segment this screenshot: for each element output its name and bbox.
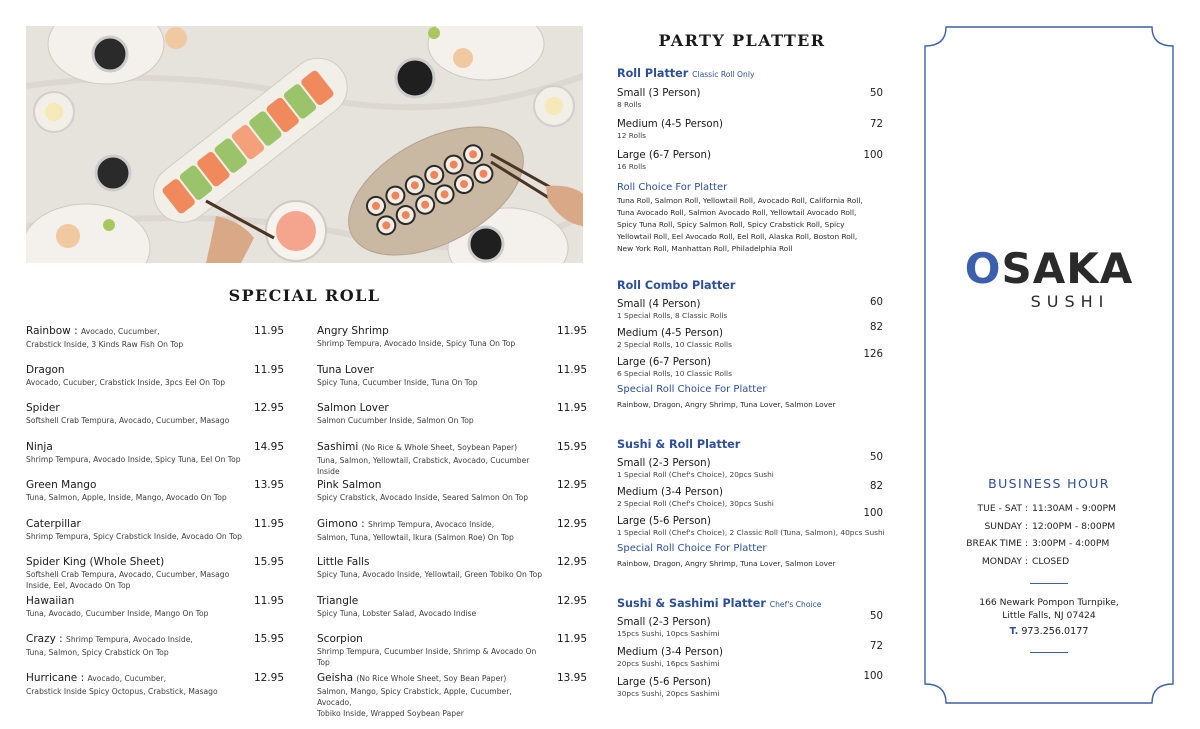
platter-option[interactable] xyxy=(617,118,887,141)
platter-note: 20pcs Sushi, 16pcs Sashimi xyxy=(617,659,720,668)
logo-letter-o: O xyxy=(964,244,1002,293)
platter-price: 82 xyxy=(870,481,883,492)
item-description: Salmon, Tuna, Yellowtail, Ikura (Salmon Roe) On Top xyxy=(317,532,514,542)
sushi-sashimi-section xyxy=(617,596,887,699)
menu-item[interactable] xyxy=(26,363,284,402)
hours-row xyxy=(924,500,1174,518)
item-description: Softshell Crab Tempura, Avocado, Cucumber, Masago xyxy=(26,416,230,425)
platter-size: Medium (4-5 Person) xyxy=(617,328,724,339)
sushi-photo xyxy=(26,26,583,263)
platter-option[interactable] xyxy=(617,149,887,172)
item-name: Green Mango xyxy=(26,479,97,491)
menu-item[interactable] xyxy=(317,671,587,718)
item-price: 11.95 xyxy=(556,363,587,376)
item-name: Rainbow : xyxy=(26,325,78,337)
roll-combo-section xyxy=(617,278,887,411)
item-description: Avocado, Cucuber, Crabstick Inside, 3pcs Eel On Top xyxy=(26,377,226,387)
roll-choice-line: Tuna Avocado Roll, Salmon Avocado Roll, Yellowtail Avocado Roll, xyxy=(617,208,857,217)
logo-text: SAKA xyxy=(1001,244,1134,293)
platter-price: 100 xyxy=(863,671,883,682)
platter-size: Medium (4-5 Person) xyxy=(617,119,724,130)
item-name: Ninja xyxy=(26,440,53,453)
phone-number: 973.256.0177 xyxy=(1021,626,1089,637)
roll-choice-list xyxy=(617,195,887,255)
item-description: Spicy Tuna, Avocado Inside, Yellowtail, Green Tobiko On Top xyxy=(317,570,543,579)
special-roll-title: SPECIAL ROLL xyxy=(228,286,381,305)
roll-platter-heading: Roll Platter xyxy=(617,67,689,80)
platter-size: Large (5-6 Person) xyxy=(617,677,711,688)
platter-option[interactable] xyxy=(617,508,887,538)
item-description: Crabstick Inside Spicy Octopus, Crabstick, Masago xyxy=(26,686,218,696)
address-line: Little Falls, NJ 07424 xyxy=(1002,610,1096,621)
platter-option[interactable] xyxy=(617,481,887,509)
business-hour-title: BUSINESS HOUR xyxy=(988,476,1110,491)
item-price: 15.95 xyxy=(253,633,284,645)
item-description: Salmon, Mango, Spicy Crabstick, Apple, Cucumber, Avocado, xyxy=(317,686,512,707)
item-name: Triangle xyxy=(317,594,359,607)
platter-price: 72 xyxy=(870,119,883,130)
party-platter-title: PARTY PLATTER xyxy=(658,31,826,50)
menu-item[interactable] xyxy=(317,401,587,440)
item-price: 12.95 xyxy=(556,479,587,491)
platter-option[interactable] xyxy=(617,322,887,350)
platter-note: 1 Special Roll (Chef's Choice), 2 Classic Roll (Tuna, Salmon), 40pcs Sushi xyxy=(617,528,885,537)
platter-option[interactable] xyxy=(617,349,887,379)
roll-choice-line: Yellowtail Roll, Eel Avocado Roll, Eel Roll, Alaska Roll, Boston Roll, xyxy=(617,232,858,241)
item-price: 13.95 xyxy=(253,479,284,491)
menu-item[interactable] xyxy=(317,324,587,363)
platter-option[interactable] xyxy=(617,452,887,480)
menu-item[interactable] xyxy=(317,555,587,594)
roll-choice-line: New York Roll, Manhattan Roll, Philadelphia Roll xyxy=(617,244,793,253)
roll-choice-line: Tuna Roll, Salmon Roll, Yellowtail Roll, Avocado Roll, California Roll, xyxy=(617,196,863,205)
hours-row xyxy=(924,535,1174,553)
special-roll-choice-list: Rainbow, Dragon, Angry Shrimp, Tuna Lover, Salmon Lover xyxy=(617,400,836,409)
item-price: 12.95 xyxy=(556,517,587,530)
item-name: Tuna Lover xyxy=(317,363,374,376)
sushi-sashimi-tag: Chef's Choice xyxy=(769,600,822,609)
hours-row xyxy=(924,518,1174,536)
item-description: Spicy Crabstick, Avocado Inside, Seared Salmon On Top xyxy=(317,493,529,502)
platter-size: Large (6-7 Person) xyxy=(617,357,711,368)
platter-size: Small (2-3 Person) xyxy=(617,458,711,469)
menu-item[interactable] xyxy=(317,594,587,633)
hours-day: BREAK TIME : xyxy=(966,538,1028,549)
menu-item[interactable] xyxy=(26,555,284,594)
item-name: Hurricane : xyxy=(26,671,85,684)
platter-note: 1 Special Rolls, 8 Classic Rolls xyxy=(617,311,728,320)
phone-label: T. xyxy=(1009,626,1019,637)
item-price: 11.95 xyxy=(253,363,284,376)
item-name: Hawaiian xyxy=(26,594,75,607)
item-description: Inside, Eel, Avocado On Top xyxy=(26,581,131,590)
platter-price: 72 xyxy=(870,641,883,652)
platter-note: 6 Special Rolls, 10 Classic Rolls xyxy=(617,369,732,378)
platter-size: Small (2-3 Person) xyxy=(617,617,711,628)
special-roll-choice-heading: Special Roll Choice For Platter xyxy=(617,543,767,554)
menu-item[interactable] xyxy=(317,478,587,517)
item-price: 11.95 xyxy=(253,594,284,607)
item-name: Spider King (Whole Sheet) xyxy=(26,556,165,568)
platter-option[interactable] xyxy=(617,611,887,639)
platter-note: 1 Special Roll (Chef's Choice), 20pcs Sushi xyxy=(617,470,774,479)
menu-item[interactable] xyxy=(26,478,284,517)
item-price: 11.95 xyxy=(556,402,587,414)
sushi-sashimi-heading: Sushi & Sashimi Platter xyxy=(617,597,766,610)
platter-price: 100 xyxy=(863,150,883,161)
platter-size: Large (5-6 Person) xyxy=(617,516,711,527)
platter-note: 2 Special Rolls, 10 Classic Rolls xyxy=(617,340,732,349)
item-note: (No Rice Whole Sheet, Soy Bean Paper) xyxy=(356,673,507,683)
item-description: Shrimp Tempura, Avocado Inside, xyxy=(66,635,193,644)
item-description: Tuna, Salmon, Spicy Crabstick On Top xyxy=(26,648,169,657)
item-name: Pink Salmon xyxy=(317,479,382,491)
platter-price: 50 xyxy=(870,452,883,463)
platter-size: Medium (3-4 Person) xyxy=(617,647,724,658)
menu-item[interactable] xyxy=(26,440,284,479)
hours-day: TUE - SAT : xyxy=(977,503,1028,514)
platter-note: 2 Special Roll (Chef's Choice), 30pcs Sushi xyxy=(617,499,774,508)
phone[interactable] xyxy=(924,626,1174,637)
menu-item[interactable] xyxy=(26,671,284,710)
special-roll-column-1 xyxy=(26,324,284,709)
item-description: Shrimp Tempura, Spicy Crabstick Inside, Avocado On Top xyxy=(26,531,242,541)
platter-note: 15pcs Sushi, 10pcs Sashimi xyxy=(617,629,720,638)
item-description: Shrimp Tempura, Cucumber Inside, Shrimp & Avocado On Top xyxy=(317,647,537,667)
platter-option[interactable] xyxy=(617,671,887,699)
sushi-photo-illustration xyxy=(26,26,583,263)
item-description: Avocado, Cucumber, xyxy=(87,673,167,683)
item-description: Spicy Tuna, Lobster Salad, Avocado Indise xyxy=(317,608,477,618)
item-description: Softshell Crab Tempura, Avocado, Cucumber, Masago xyxy=(26,570,230,579)
roll-choice-line: Spicy Tuna Roll, Spicy Salmon Roll, Spicy Crabstick Roll, Spicy xyxy=(617,220,845,229)
item-price: 15.95 xyxy=(556,440,587,453)
menu-item[interactable] xyxy=(317,363,587,402)
item-price: 11.95 xyxy=(253,517,284,530)
menu-item[interactable] xyxy=(317,632,587,671)
item-price: 12.95 xyxy=(253,402,284,414)
sushi-roll-section xyxy=(617,437,887,570)
item-name: Dragon xyxy=(26,363,65,376)
hours-time: 12:00PM - 8:00PM xyxy=(1032,520,1116,532)
menu-item[interactable] xyxy=(317,517,587,556)
roll-choice-heading: Roll Choice For Platter xyxy=(617,182,728,193)
menu-item[interactable] xyxy=(26,594,284,633)
roll-platter-section xyxy=(617,66,887,255)
sushi-roll-heading: Sushi & Roll Platter xyxy=(617,438,741,451)
business-hours xyxy=(924,500,1174,570)
platter-price: 82 xyxy=(870,322,883,333)
item-description: Crabstick Inside, 3 Kinds Raw Fish On Top xyxy=(26,340,184,349)
item-price: 12.95 xyxy=(556,594,587,607)
item-description: Avocado, Cucumber, xyxy=(80,327,160,336)
item-name: Caterpillar xyxy=(26,517,81,530)
item-name: Salmon Lover xyxy=(317,402,389,414)
roll-platter-tag: Classic Roll Only xyxy=(692,70,755,79)
platter-size: Small (3 Person) xyxy=(617,88,701,99)
hours-time: CLOSED xyxy=(1032,555,1070,567)
item-description: Tobiko Inside, Wrapped Soybean Paper xyxy=(317,708,464,718)
item-price: 12.95 xyxy=(253,671,284,684)
item-price: 14.95 xyxy=(253,440,284,453)
platter-note: 8 Rolls xyxy=(617,100,642,109)
item-name: Geisha xyxy=(317,671,354,684)
platter-price: 50 xyxy=(870,611,883,622)
menu-item[interactable] xyxy=(317,440,587,479)
platter-note: 12 Rolls xyxy=(617,131,647,140)
osaka-sushi-logo xyxy=(924,246,1174,312)
menu-item[interactable] xyxy=(26,517,284,556)
platter-option[interactable] xyxy=(617,298,887,321)
roll-combo-heading: Roll Combo Platter xyxy=(617,279,736,292)
item-note: (No Rice & Whole Sheet, Soybean Paper) xyxy=(361,442,518,452)
platter-price: 100 xyxy=(863,508,883,519)
item-name: Scorpion xyxy=(317,633,363,645)
platter-note: 30pcs Sushi, 20pcs Sashimi xyxy=(617,689,720,698)
hours-row xyxy=(924,553,1174,571)
item-price: 12.95 xyxy=(556,556,587,568)
item-note: Shrimp Tempura, Avocaco Inside, xyxy=(368,519,495,529)
item-name: Little Falls xyxy=(317,556,370,568)
menu-item[interactable] xyxy=(26,324,284,363)
hours-day: SUNDAY : xyxy=(984,520,1028,532)
item-description: Spicy Tuna, Cucumber Inside, Tuna On Top xyxy=(317,377,478,387)
hours-time: 11:30AM - 9:00PM xyxy=(1032,503,1116,514)
item-price: 13.95 xyxy=(556,671,587,684)
platter-note: 16 Rolls xyxy=(617,162,647,171)
item-name: Angry Shrimp xyxy=(317,325,389,337)
platter-size: Small (4 Person) xyxy=(617,299,701,310)
item-description: Salmon Cucumber Inside, Salmon On Top xyxy=(317,416,474,425)
item-description: Tuna, Salmon, Yellowtail, Crabstick, Avocado, Cucumber Inside xyxy=(317,455,530,476)
address xyxy=(924,596,1174,622)
item-description: Tuna, Avocado, Cucumber Inside, Mango On Top xyxy=(26,608,209,618)
brand-panel xyxy=(924,26,1174,704)
item-price: 15.95 xyxy=(253,556,284,568)
special-roll-column-2 xyxy=(317,324,587,718)
item-price: 11.95 xyxy=(253,325,284,337)
item-price: 11.95 xyxy=(556,633,587,645)
item-description: Shrimp Tempura, Avocado Inside, Spicy Tuna, Eel On Top xyxy=(26,454,241,464)
hours-day: MONDAY : xyxy=(981,555,1028,567)
item-name: Sashimi xyxy=(317,440,359,453)
platter-size: Medium (3-4 Person) xyxy=(617,487,724,498)
address-line: 166 Newark Pompon Turnpike, xyxy=(979,597,1119,608)
platter-size: Large (6-7 Person) xyxy=(617,150,711,161)
divider xyxy=(1030,583,1068,584)
platter-option[interactable] xyxy=(617,641,887,669)
platter-option[interactable] xyxy=(617,87,887,110)
platter-price: 50 xyxy=(870,88,883,99)
item-price: 11.95 xyxy=(556,325,587,337)
platter-price: 60 xyxy=(870,297,883,308)
special-roll-choice-list: Rainbow, Dragon, Angry Shrimp, Tuna Lover, Salmon Lover xyxy=(617,559,836,568)
divider xyxy=(1030,652,1068,653)
menu-item[interactable] xyxy=(26,632,284,671)
item-description: Shrimp Tempura, Avocado Inside, Spicy Tuna On Top xyxy=(317,339,516,348)
special-roll-choice-heading: Special Roll Choice For Platter xyxy=(617,384,767,395)
platter-price: 126 xyxy=(863,349,883,360)
hours-time: 3:00PM - 4:00PM xyxy=(1032,538,1110,549)
item-name: Gimono : xyxy=(317,517,365,530)
menu-item[interactable] xyxy=(26,401,284,440)
item-name: Spider xyxy=(26,402,60,414)
item-description: Tuna, Salmon, Apple, Inside, Mango, Avocado On Top xyxy=(26,493,227,502)
logo-subtitle: SUSHI xyxy=(1030,292,1110,311)
item-name: Crazy : xyxy=(26,633,63,645)
